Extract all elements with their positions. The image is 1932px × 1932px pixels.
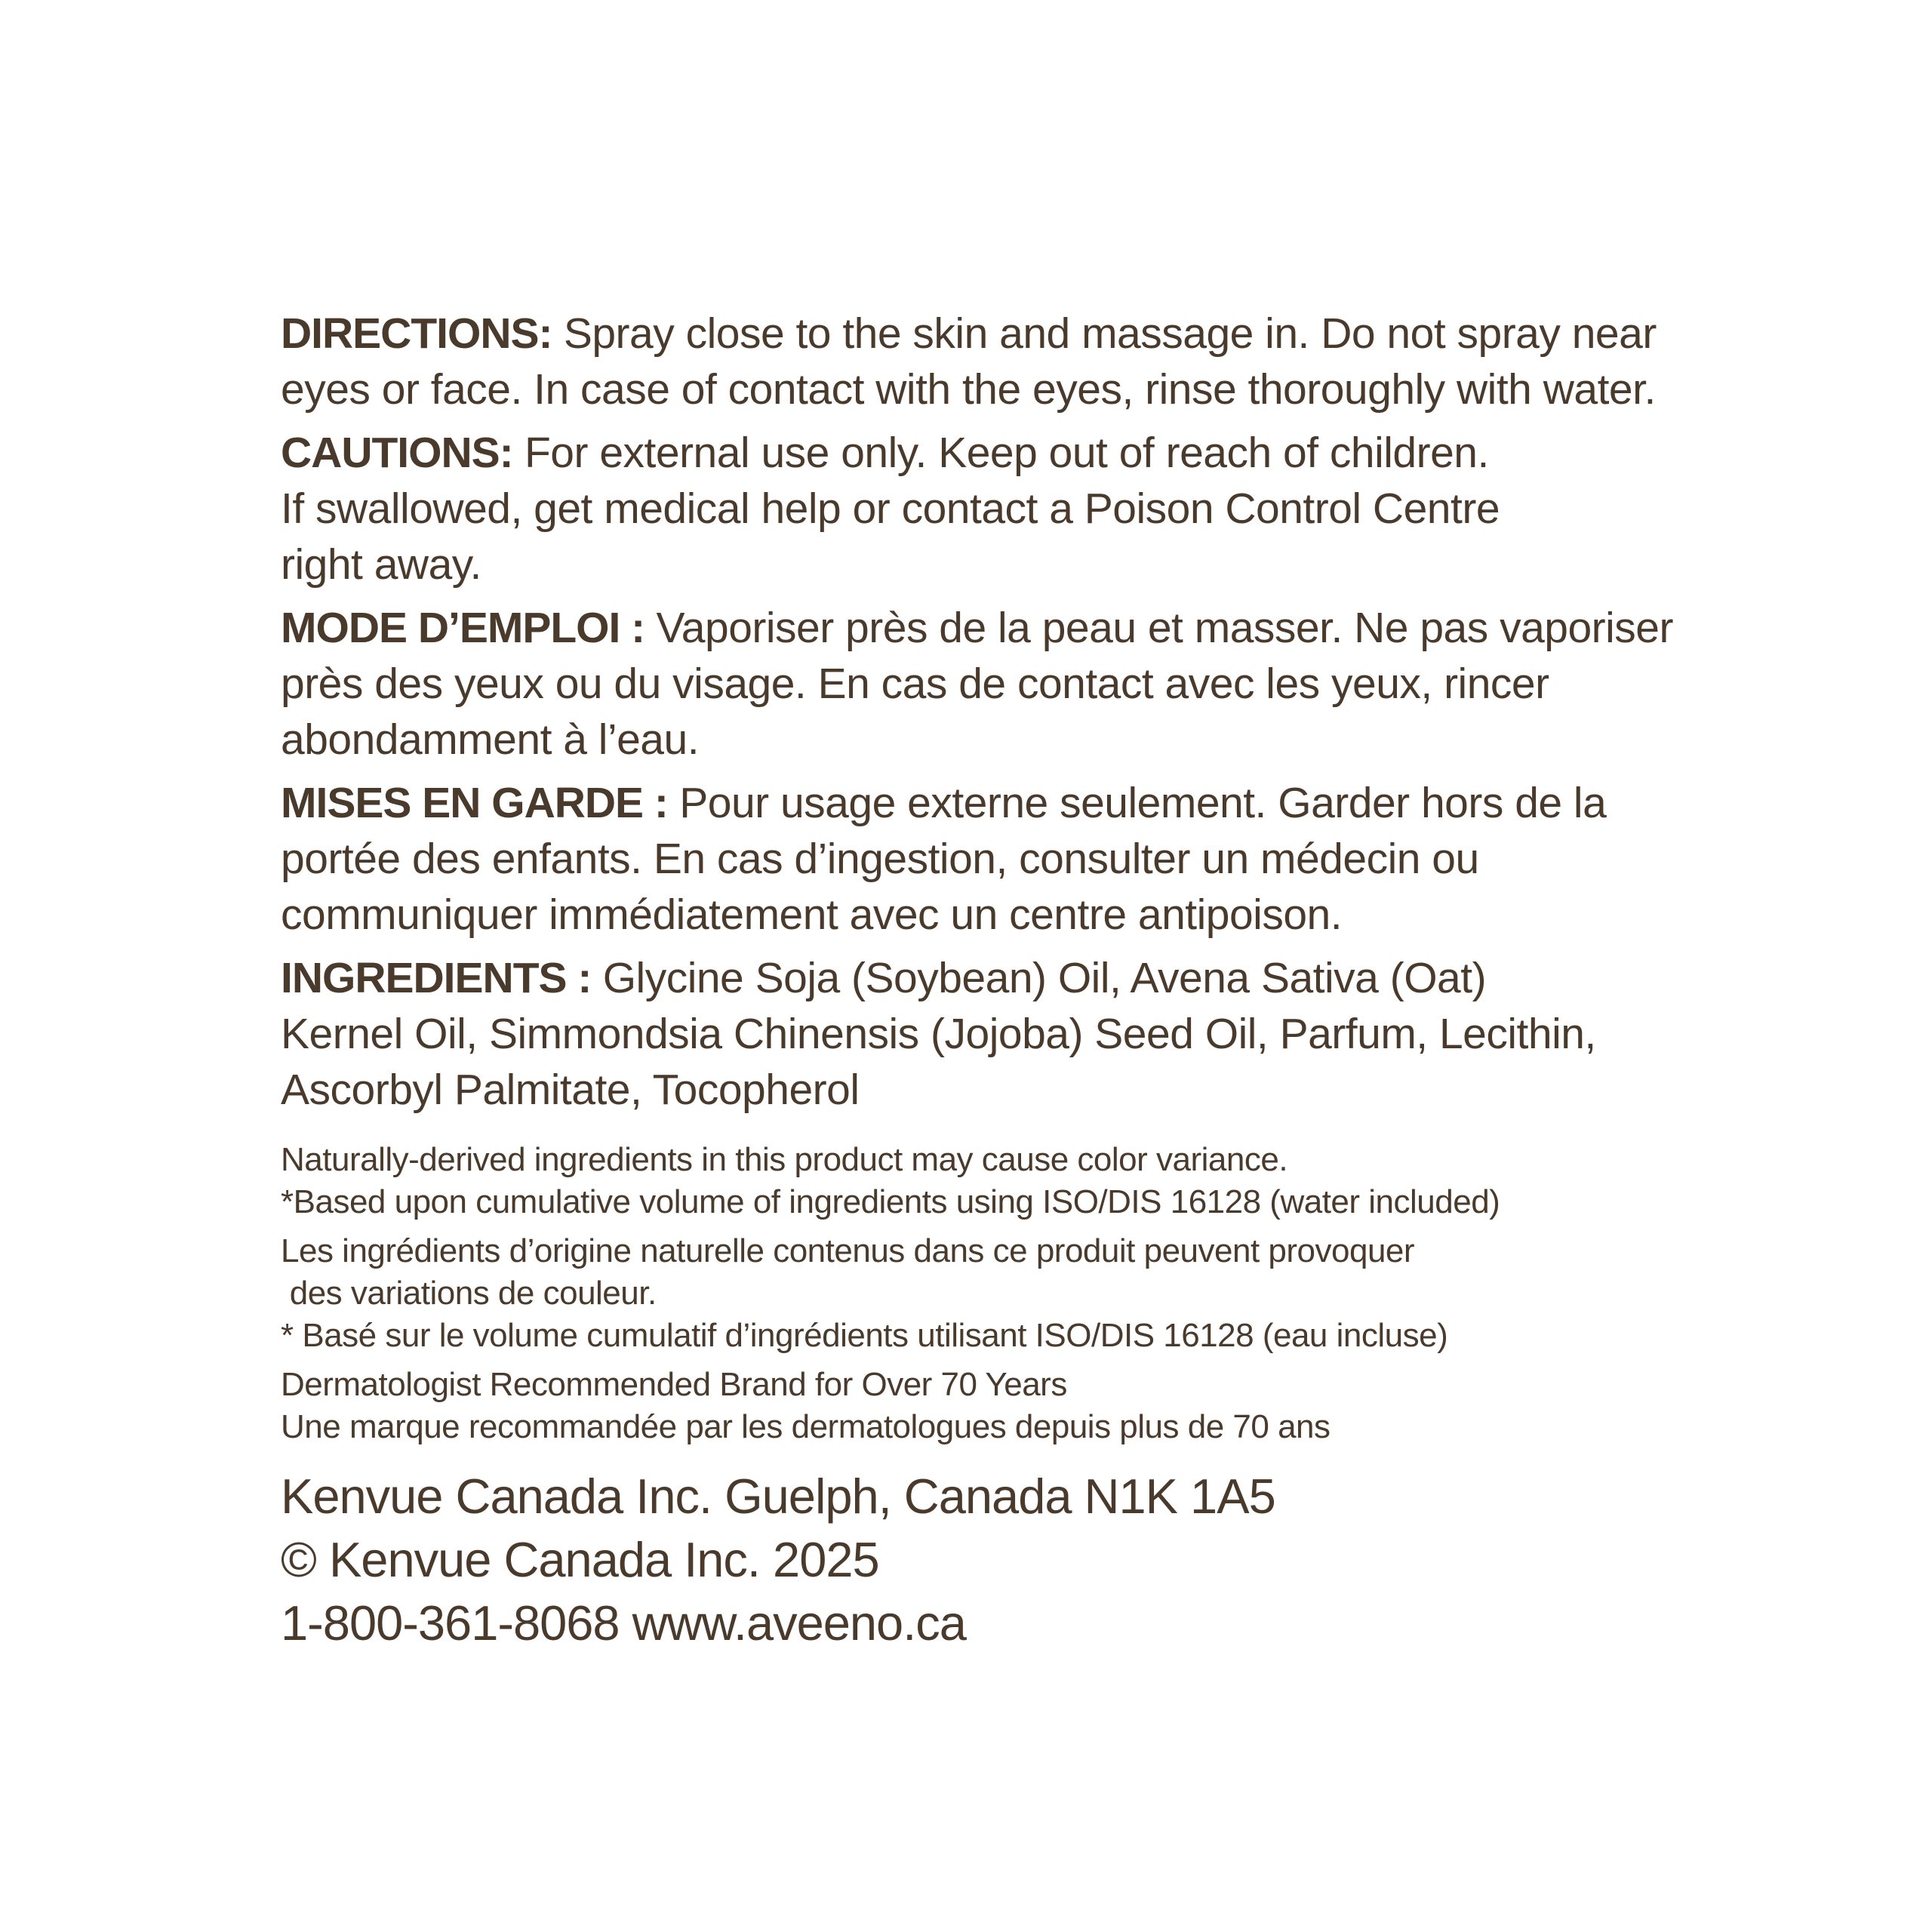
cautions-line-1: [281, 425, 1820, 481]
note-line: * Basé sur le volume cumulatif d’ingrédients utilisant ISO/DIS 16128 (eau incluse): [281, 1317, 1448, 1354]
cautions-text: If swallowed, get medical help or contact a Poison Control Centre: [281, 485, 1500, 533]
directions-text: eyes or face. In case of contact with the eyes, rinse thoroughly with water.: [281, 365, 1656, 414]
directions-line-1: [281, 306, 1820, 361]
cautions-text: right away.: [281, 540, 481, 589]
note-line: Naturally-derived ingredients in this product may cause color variance.: [281, 1141, 1288, 1178]
note-line: *Based upon cumulative volume of ingredients using ISO/DIS 16128 (water included): [281, 1183, 1500, 1220]
label-text-panel: [281, 306, 1820, 1655]
ingredients-heading: INGREDIENTS :: [281, 954, 592, 1002]
directions-heading: DIRECTIONS:: [281, 309, 552, 358]
note-line: Les ingrédients d’origine naturelle contenus dans ce produit peuvent provoquer: [281, 1232, 1415, 1269]
mises-en-garde-text: portée des enfants. En cas d’ingestion, consulter un médecin ou: [281, 835, 1479, 883]
mode-emploi-text: près des yeux ou du visage. En cas de contact avec les yeux, rincer: [281, 660, 1549, 708]
brand-claim-french: Une marque recommandée par les dermatologues depuis plus de 70 ans: [281, 1408, 1331, 1445]
company-address: Kenvue Canada Inc. Guelph, Canada N1K 1A5: [281, 1469, 1275, 1524]
mises-en-garde-line-1: [281, 775, 1820, 831]
brand-claim-english: Dermatologist Recommended Brand for Over 70 Years: [281, 1366, 1067, 1403]
ingredients-text: Glycine Soja (Soybean) Oil, Avena Sativa (Oat): [591, 954, 1487, 1002]
ingredients-text: Kernel Oil, Simmondsia Chinensis (Jojoba) Seed Oil, Parfum, Lecithin,: [281, 1010, 1596, 1058]
mode-emploi-section: [281, 600, 1820, 768]
directions-text: Spray close to the skin and massage in. Do not spray near: [552, 309, 1657, 358]
mises-en-garde-text: communiquer immédiatement avec un centre antipoison.: [281, 891, 1343, 939]
mises-en-garde-text: Pour usage externe seulement. Garder hors de la: [667, 779, 1607, 827]
cautions-heading: CAUTIONS:: [281, 429, 513, 477]
mises-en-garde-heading: MISES EN GARDE :: [281, 779, 668, 827]
ingredients-line-1: [281, 950, 1820, 1006]
phone-and-website: 1-800-361-8068 www.aveeno.ca: [281, 1595, 966, 1651]
copyright-line: © Kenvue Canada Inc. 2025: [281, 1532, 879, 1587]
mode-emploi-heading: MODE D’EMPLOI :: [281, 604, 645, 652]
ingredients-text: Ascorbyl Palmitate, Tocopherol: [281, 1066, 860, 1114]
cautions-text: For external use only. Keep out of reach of children.: [512, 429, 1489, 477]
brand-claim: [281, 1364, 1820, 1448]
mode-emploi-text: Vaporiser près de la peau et masser. Ne pas vaporiser: [645, 604, 1673, 652]
cautions-section: [281, 425, 1820, 592]
notes-english: [281, 1139, 1820, 1223]
directions-section: [281, 306, 1820, 417]
mises-en-garde-section: [281, 775, 1820, 943]
mode-emploi-text: abondamment à l’eau.: [281, 715, 700, 764]
notes-french: [281, 1230, 1820, 1357]
contact-block: [281, 1465, 1820, 1655]
mode-emploi-line-1: [281, 600, 1820, 656]
ingredients-section: [281, 950, 1820, 1118]
note-line: des variations de couleur.: [281, 1275, 657, 1312]
